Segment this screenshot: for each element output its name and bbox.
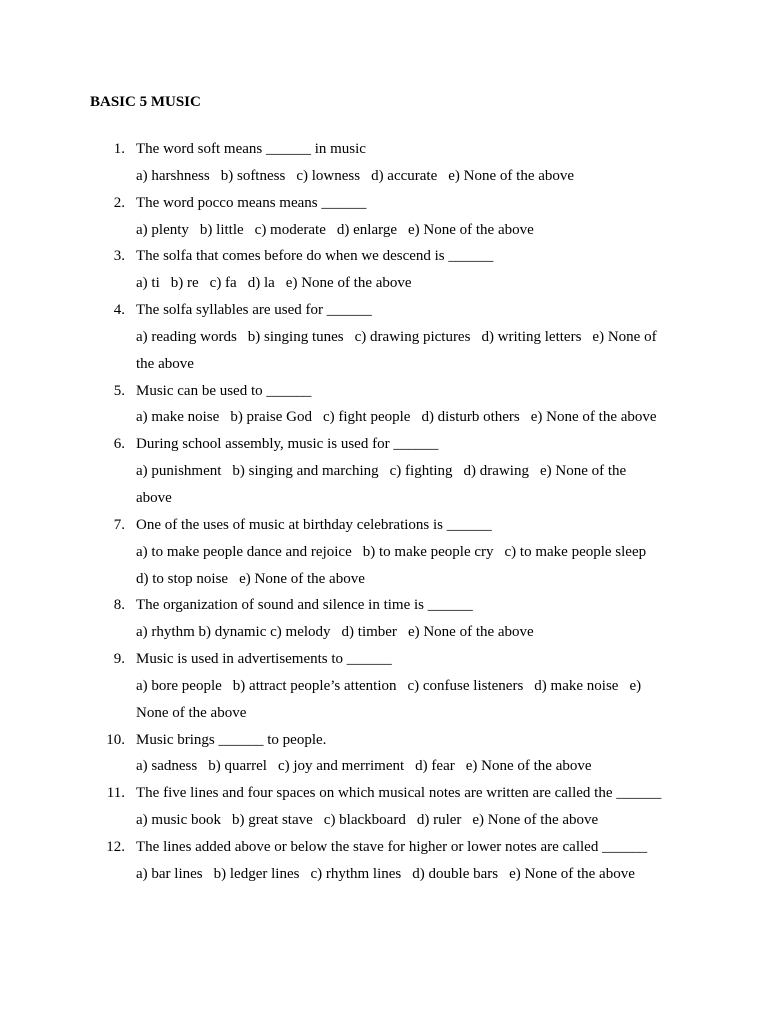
question-item bbox=[0, 431, 768, 512]
question-list bbox=[0, 136, 768, 888]
options-line bbox=[0, 753, 768, 780]
options-line bbox=[0, 539, 768, 566]
question-number: 11. bbox=[106, 785, 125, 802]
options-line bbox=[0, 351, 768, 378]
question-text: The solfa syllables are used for ______ bbox=[136, 302, 372, 319]
answer-option: e) None of the above bbox=[285, 275, 412, 292]
answer-option: c) lowness bbox=[296, 167, 361, 184]
answer-option: b) re bbox=[170, 275, 199, 292]
question-text: One of the uses of music at birthday celebrations is ______ bbox=[136, 516, 492, 533]
question-text: Music is used in advertisements to ______ bbox=[136, 651, 392, 668]
answer-option: e) None of the above bbox=[472, 812, 599, 829]
question-text: The organization of sound and silence in time is ______ bbox=[136, 597, 473, 614]
answer-option: c) rhythm lines bbox=[310, 865, 402, 882]
answer-option: d) enlarge bbox=[336, 221, 397, 238]
options-text bbox=[136, 324, 657, 351]
question-text: The solfa that comes before do when we descend is ______ bbox=[136, 248, 494, 265]
answer-option: b) little bbox=[199, 221, 244, 238]
answer-option: b) to make people cry bbox=[362, 543, 494, 560]
options-line bbox=[0, 217, 768, 244]
answer-option: c) moderate bbox=[254, 221, 326, 238]
question-text: The lines added above or below the stave for higher or lower notes are called ______ bbox=[136, 838, 648, 855]
question-text: Music brings ______ to people. bbox=[136, 731, 327, 748]
answer-option: d) drawing bbox=[463, 463, 529, 480]
answer-option: a) to make people dance and rejoice bbox=[136, 543, 352, 560]
options-line bbox=[0, 673, 768, 700]
question-number: 3. bbox=[113, 248, 125, 265]
question-item bbox=[0, 834, 768, 888]
answer-option: e) None of the bbox=[539, 463, 627, 480]
question-line bbox=[0, 243, 768, 270]
options-text bbox=[136, 619, 534, 646]
question-number: 9. bbox=[113, 651, 125, 668]
answer-option: a) punishment bbox=[136, 463, 222, 480]
question-text: The word pocco means means ______ bbox=[136, 194, 367, 211]
question-line bbox=[0, 780, 768, 807]
answer-option: b) singing and marching bbox=[232, 463, 379, 480]
answer-option: d) ruler bbox=[416, 812, 462, 829]
question-number: 10. bbox=[106, 731, 125, 748]
answer-option: a) make noise bbox=[136, 409, 220, 426]
question-line bbox=[0, 512, 768, 539]
answer-option: a) rhythm b) dynamic c) melody bbox=[136, 624, 331, 641]
options-text bbox=[136, 807, 598, 834]
question-item bbox=[0, 592, 768, 646]
answer-option: c) fa bbox=[209, 275, 237, 292]
answer-option: c) confuse listeners bbox=[407, 677, 524, 694]
answer-option: c) joy and merriment bbox=[277, 758, 405, 775]
answer-option: e) bbox=[629, 677, 642, 694]
options-line bbox=[0, 619, 768, 646]
question-item bbox=[0, 136, 768, 190]
answer-option: e) None of the above bbox=[530, 409, 657, 426]
question-item bbox=[0, 190, 768, 244]
answer-option: d) la bbox=[247, 275, 275, 292]
answer-option: d) fear bbox=[415, 758, 455, 775]
question-number: 7. bbox=[113, 516, 125, 533]
options-text bbox=[136, 458, 626, 485]
options-text bbox=[136, 861, 635, 888]
answer-option: d) make noise bbox=[534, 677, 619, 694]
options-line bbox=[0, 807, 768, 834]
answer-option: a) bore people bbox=[136, 677, 222, 694]
question-item bbox=[0, 646, 768, 727]
question-line bbox=[0, 297, 768, 324]
question-number: 8. bbox=[113, 597, 125, 614]
question-text: The word soft means ______ in music bbox=[136, 141, 366, 157]
answer-option: a) sadness bbox=[136, 758, 198, 775]
question-number: 4. bbox=[113, 302, 125, 319]
options-text bbox=[136, 163, 574, 190]
answer-option: e) None of the above bbox=[239, 570, 365, 587]
question-item bbox=[0, 512, 768, 593]
answer-option: d) timber bbox=[341, 624, 397, 641]
answer-option: above bbox=[136, 489, 172, 506]
answer-option: b) praise God bbox=[230, 409, 312, 426]
answer-option: a) bar lines bbox=[136, 865, 203, 882]
question-number: 2. bbox=[113, 194, 125, 211]
answer-option: e) None of the above bbox=[509, 865, 635, 882]
options-text bbox=[136, 270, 412, 297]
answer-option: b) ledger lines bbox=[213, 865, 300, 882]
answer-option: d) to stop noise bbox=[136, 570, 229, 587]
options-line bbox=[0, 485, 768, 512]
question-number: 12. bbox=[106, 838, 125, 855]
question-line bbox=[0, 136, 768, 163]
options-text bbox=[136, 351, 194, 378]
document-title: BASIC 5 MUSIC bbox=[90, 94, 201, 110]
answer-option: d) disturb others bbox=[421, 409, 520, 426]
answer-option: a) plenty bbox=[136, 221, 189, 238]
question-number: 1. bbox=[113, 141, 125, 157]
answer-option: None of the above bbox=[136, 704, 247, 721]
question-line bbox=[0, 190, 768, 217]
question-item bbox=[0, 378, 768, 432]
options-line bbox=[0, 458, 768, 485]
answer-option: c) to make people sleep bbox=[504, 543, 647, 560]
question-text: During school assembly, music is used for ______ bbox=[136, 436, 439, 453]
options-text bbox=[136, 404, 657, 431]
answer-option: b) quarrel bbox=[208, 758, 267, 775]
answer-option: a) music book bbox=[136, 812, 221, 829]
question-text: The five lines and four spaces on which musical notes are written are called the ______ bbox=[136, 785, 662, 802]
question-line bbox=[0, 646, 768, 673]
options-text bbox=[136, 753, 592, 780]
answer-option: b) great stave bbox=[231, 812, 313, 829]
answer-option: d) writing letters bbox=[481, 328, 582, 345]
question-number: 5. bbox=[113, 382, 125, 399]
answer-option: the above bbox=[136, 355, 194, 372]
answer-option: a) harshness bbox=[136, 167, 210, 184]
answer-option: b) attract people’s attention bbox=[232, 677, 397, 694]
answer-option: e) None of the above bbox=[465, 758, 592, 775]
options-line bbox=[0, 861, 768, 888]
answer-option: e) None of the above bbox=[408, 221, 534, 238]
answer-option: c) fighting bbox=[389, 463, 453, 480]
question-line bbox=[0, 834, 768, 861]
question-line bbox=[0, 592, 768, 619]
options-line bbox=[0, 700, 768, 727]
answer-option: c) blackboard bbox=[323, 812, 406, 829]
question-line bbox=[0, 431, 768, 458]
question-line bbox=[0, 727, 768, 754]
options-text bbox=[136, 217, 534, 244]
answer-option: b) softness bbox=[220, 167, 286, 184]
options-line bbox=[0, 324, 768, 351]
options-line bbox=[0, 163, 768, 190]
options-line bbox=[0, 270, 768, 297]
options-line bbox=[0, 566, 768, 593]
options-text bbox=[136, 485, 172, 512]
question-line bbox=[0, 378, 768, 405]
options-text bbox=[136, 700, 246, 727]
question-item bbox=[0, 243, 768, 297]
answer-option: c) fight people bbox=[322, 409, 411, 426]
question-item bbox=[0, 780, 768, 834]
options-line bbox=[0, 404, 768, 431]
answer-option: b) singing tunes bbox=[247, 328, 344, 345]
question-text: Music can be used to ______ bbox=[136, 382, 312, 399]
answer-option: c) drawing pictures bbox=[354, 328, 471, 345]
answer-option: e) None of bbox=[592, 328, 657, 345]
options-text bbox=[136, 539, 646, 566]
question-item bbox=[0, 727, 768, 781]
options-text bbox=[136, 566, 365, 593]
answer-option: a) reading words bbox=[136, 328, 237, 345]
question-number: 6. bbox=[113, 436, 125, 453]
answer-option: d) accurate bbox=[371, 167, 438, 184]
question-item bbox=[0, 297, 768, 378]
answer-option: a) ti bbox=[136, 275, 160, 292]
answer-option: d) double bars bbox=[412, 865, 499, 882]
answer-option: e) None of the above bbox=[407, 624, 534, 641]
options-text bbox=[136, 673, 641, 700]
answer-option: e) None of the above bbox=[448, 167, 575, 184]
